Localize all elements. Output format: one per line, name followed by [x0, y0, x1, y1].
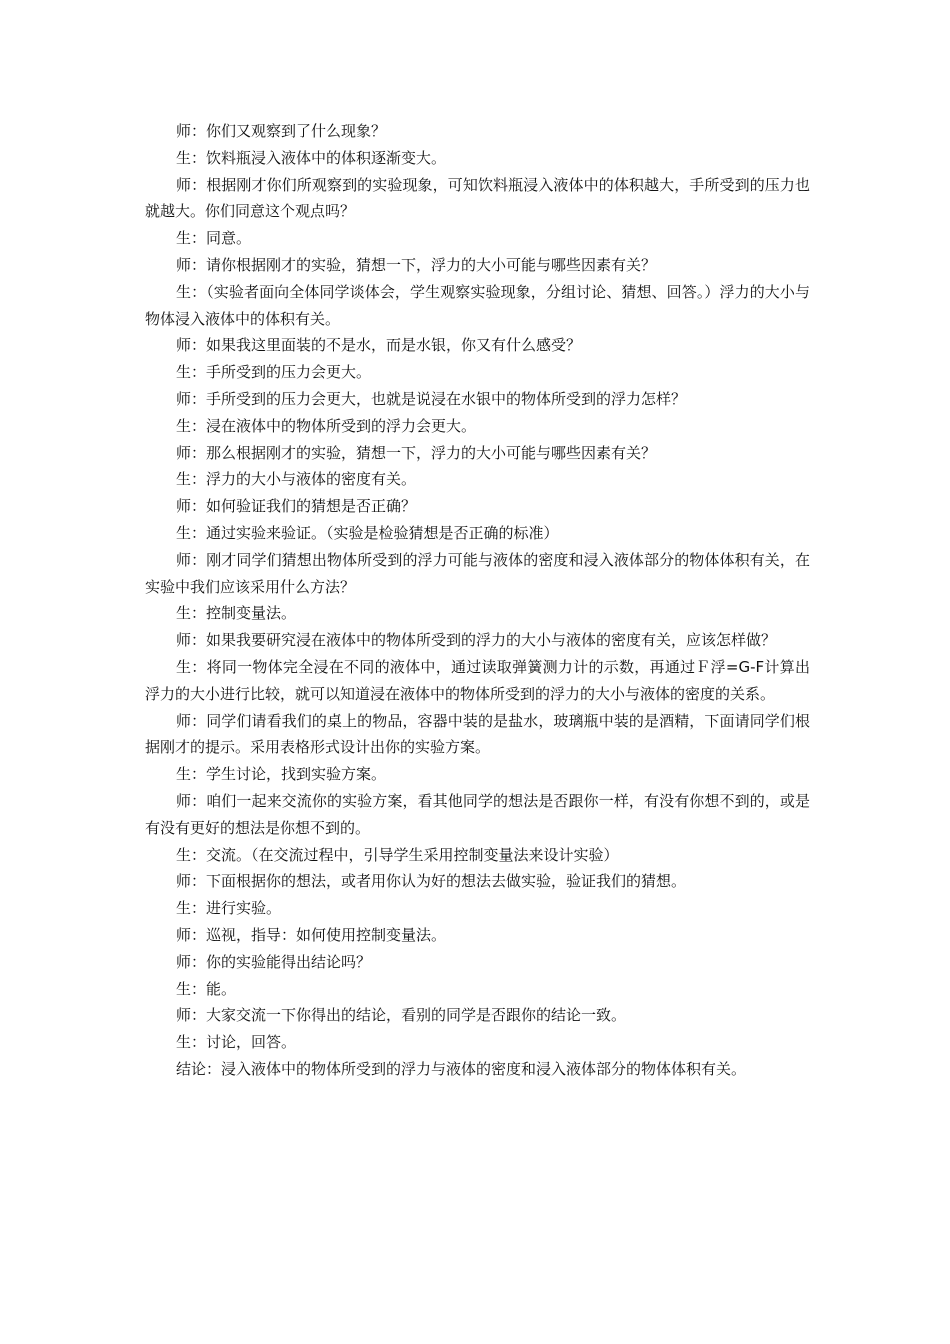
dialogue-paragraph: 师：大家交流一下你得出的结论，看别的同学是否跟你的结论一致。: [176, 1006, 627, 1025]
dialogue-paragraph: 生：将同一物体完全浸在不同的液体中，通过读取弹簧测力计的示数，再通过Ｆ浮=G-F计算出浮力的大小进行比较，就可以知道浸在液体中的物体所受到的浮力的大小与液体的密度的关系。: [145, 657, 810, 703]
dialogue-paragraph: 师：手所受到的压力会更大，也就是说浸在水银中的物体所受到的浮力怎样？: [176, 389, 687, 408]
dialogue-paragraph: 师：那么根据刚才的实验，猜想一下，浮力的大小可能与哪些因素有关？: [176, 443, 657, 462]
dialogue-paragraph: 生：进行实验。: [176, 899, 282, 918]
dialogue-paragraph: 生：能。: [176, 979, 237, 998]
dialogue-paragraph: 生：学生讨论，找到实验方案。: [176, 765, 387, 784]
dialogue-paragraph: 师：刚才同学们猜想出物体所受到的浮力可能与液体的密度和浸入液体部分的物体体积有关，在实验中我们应该采用什么方法？: [145, 550, 810, 596]
dialogue-paragraph: 生：讨论，回答。: [176, 1033, 297, 1052]
dialogue-paragraph: 生：饮料瓶浸入液体中的体积逐渐变大。: [176, 148, 447, 167]
dialogue-paragraph: 生：同意。: [176, 229, 252, 248]
dialogue-paragraph: 生：浮力的大小与液体的密度有关。: [176, 470, 417, 489]
dialogue-paragraph: 师：巡视，指导：如何使用控制变量法。: [176, 925, 447, 944]
dialogue-paragraph: 生：（实验者面向全体同学谈体会，学生观察实验现象，分组讨论、猜想、回答。）浮力的大小与物体浸入液体中的体积有关。: [145, 282, 810, 328]
dialogue-paragraph: 生：通过实验来验证。（实验是检验猜想是否正确的标准）: [176, 523, 559, 542]
document-body: [145, 118, 810, 1083]
dialogue-paragraph: 师：如果我要研究浸在液体中的物体所受到的浮力的大小与液体的密度有关，应该怎样做？: [176, 631, 777, 650]
dialogue-paragraph: 师：你的实验能得出结论吗？: [176, 952, 372, 971]
dialogue-paragraph: 生：控制变量法。: [176, 604, 297, 623]
dialogue-paragraph: 师：如何验证我们的猜想是否正确？: [176, 497, 417, 516]
dialogue-paragraph: 生：手所受到的压力会更大。: [176, 363, 372, 382]
dialogue-paragraph: 生：浸在液体中的物体所受到的浮力会更大。: [176, 416, 477, 435]
conclusion-paragraph: 结论：浸入液体中的物体所受到的浮力与液体的密度和浸入液体部分的物体体积有关。: [176, 1059, 747, 1078]
dialogue-paragraph: 师：咱们一起来交流你的实验方案，看其他同学的想法是否跟你一样，有没有你想不到的，或是有没有更好的想法是你想不到的。: [145, 791, 810, 837]
dialogue-paragraph: 生：交流。（在交流过程中，引导学生采用控制变量法来设计实验）: [176, 845, 619, 864]
dialogue-paragraph: 师：根据刚才你们所观察到的实验现象，可知饮料瓶浸入液体中的体积越大，手所受到的压力也就越大。你们同意这个观点吗？: [145, 175, 810, 221]
dialogue-paragraph: 师：如果我这里面装的不是水，而是水银，你又有什么感受？: [176, 336, 582, 355]
dialogue-paragraph: 师：同学们请看我们的桌上的物品，容器中装的是盐水，玻璃瓶中装的是酒精，下面请同学们根据刚才的提示。采用表格形式设计出你的实验方案。: [145, 711, 810, 757]
dialogue-paragraph: 师：请你根据刚才的实验，猜想一下，浮力的大小可能与哪些因素有关？: [176, 255, 657, 274]
dialogue-paragraph: 师：下面根据你的想法，或者用你认为好的想法去做实验，验证我们的猜想。: [176, 872, 687, 891]
dialogue-paragraph: 师：你们又观察到了什么现象？: [176, 122, 387, 140]
